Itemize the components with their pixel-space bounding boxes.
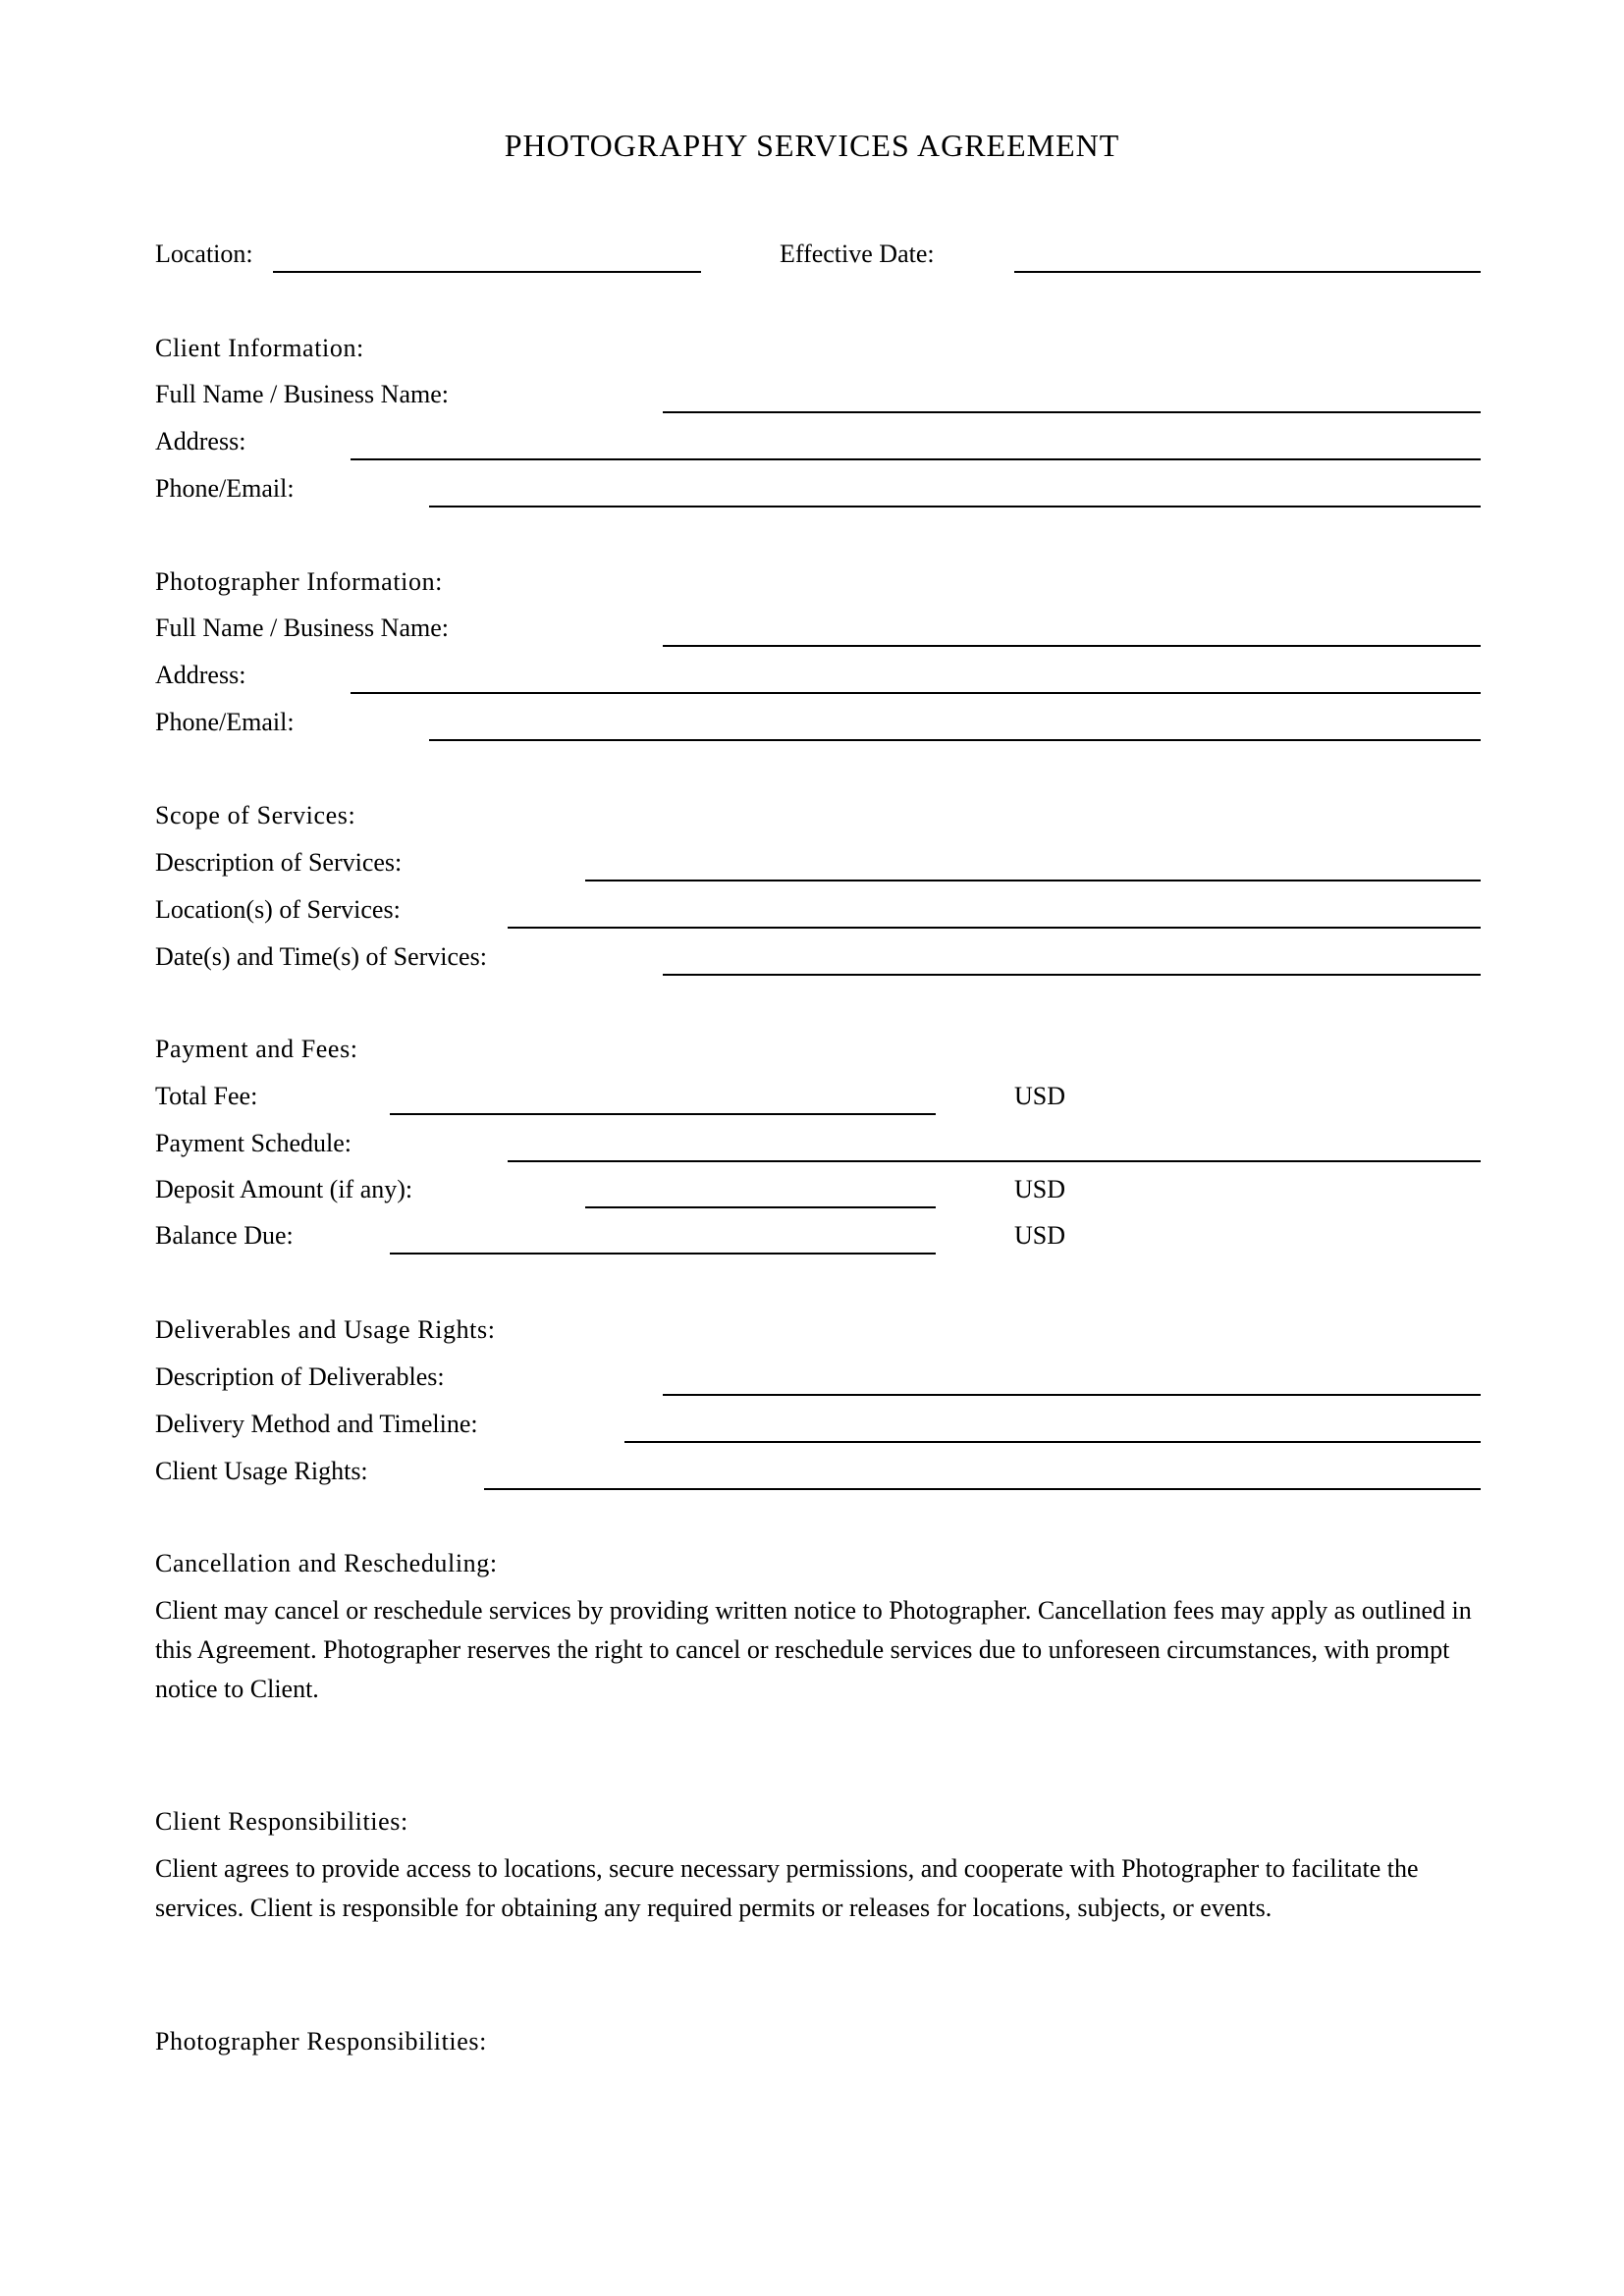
delivery-method-field[interactable]	[624, 1441, 1481, 1443]
total-fee-currency: USD	[1014, 1082, 1066, 1110]
photographer-name-label: Full Name / Business Name:	[155, 614, 449, 642]
photographer-responsibilities-heading: Photographer Responsibilities:	[155, 2027, 487, 2056]
photographer-name-field[interactable]	[663, 645, 1481, 647]
photographer-contact-field[interactable]	[429, 739, 1481, 741]
payment-schedule-label: Payment Schedule:	[155, 1129, 352, 1157]
location-field[interactable]	[273, 271, 701, 273]
scope-heading: Scope of Services:	[155, 801, 356, 829]
client-address-label: Address:	[155, 427, 246, 455]
scope-datetime-label: Date(s) and Time(s) of Services:	[155, 942, 487, 971]
balance-due-label: Balance Due:	[155, 1221, 294, 1250]
client-responsibilities-heading: Client Responsibilities:	[155, 1807, 408, 1836]
client-contact-label: Phone/Email:	[155, 474, 295, 503]
scope-locations-label: Location(s) of Services:	[155, 895, 401, 924]
balance-due-currency: USD	[1014, 1221, 1066, 1250]
photographer-address-field[interactable]	[351, 692, 1481, 694]
client-name-field[interactable]	[663, 411, 1481, 413]
effective-date-field[interactable]	[1014, 271, 1481, 273]
deliverables-description-field[interactable]	[663, 1394, 1481, 1396]
deposit-currency: USD	[1014, 1175, 1066, 1203]
payment-heading: Payment and Fees:	[155, 1035, 358, 1063]
client-name-label: Full Name / Business Name:	[155, 380, 449, 408]
deposit-label: Deposit Amount (if any):	[155, 1175, 413, 1203]
delivery-method-label: Delivery Method and Timeline:	[155, 1410, 478, 1438]
document-title: PHOTOGRAPHY SERVICES AGREEMENT	[504, 128, 1120, 163]
deliverables-description-label: Description of Deliverables:	[155, 1362, 445, 1391]
scope-description-field[interactable]	[585, 880, 1481, 881]
payment-schedule-field[interactable]	[508, 1160, 1481, 1162]
scope-description-label: Description of Services:	[155, 848, 403, 877]
client-address-field[interactable]	[351, 458, 1481, 460]
total-fee-field[interactable]	[390, 1113, 936, 1115]
deposit-field[interactable]	[585, 1206, 936, 1208]
usage-rights-field[interactable]	[484, 1488, 1481, 1490]
total-fee-label: Total Fee:	[155, 1082, 258, 1110]
cancellation-heading: Cancellation and Rescheduling:	[155, 1549, 498, 1577]
location-label: Location:	[155, 240, 253, 268]
client-info-heading: Client Information:	[155, 334, 364, 362]
scope-datetime-field[interactable]	[663, 974, 1481, 976]
effective-date-label: Effective Date:	[780, 240, 935, 268]
scope-locations-field[interactable]	[508, 927, 1481, 929]
deliverables-heading: Deliverables and Usage Rights:	[155, 1315, 496, 1344]
photographer-address-label: Address:	[155, 661, 246, 689]
usage-rights-label: Client Usage Rights:	[155, 1457, 368, 1485]
cancellation-text: Client may cancel or reschedule services by providing written notice to Photographer. Cancellation fees may apply as outlined in this Agreement. Photographer reserves the right to cancel or reschedule services due to unforeseen circumstances, with prompt notice to Client.	[155, 1596, 1472, 1703]
client-contact-field[interactable]	[429, 506, 1481, 507]
photographer-contact-label: Phone/Email:	[155, 708, 295, 736]
client-responsibilities-text: Client agrees to provide access to locations, secure necessary permissions, and cooperate with Photographer to facilitate the services. Client is responsible for obtaining any required permits or releases for locations, subjects, or events.	[155, 1854, 1419, 1922]
balance-due-field[interactable]	[390, 1253, 936, 1255]
photographer-info-heading: Photographer Information:	[155, 567, 443, 596]
